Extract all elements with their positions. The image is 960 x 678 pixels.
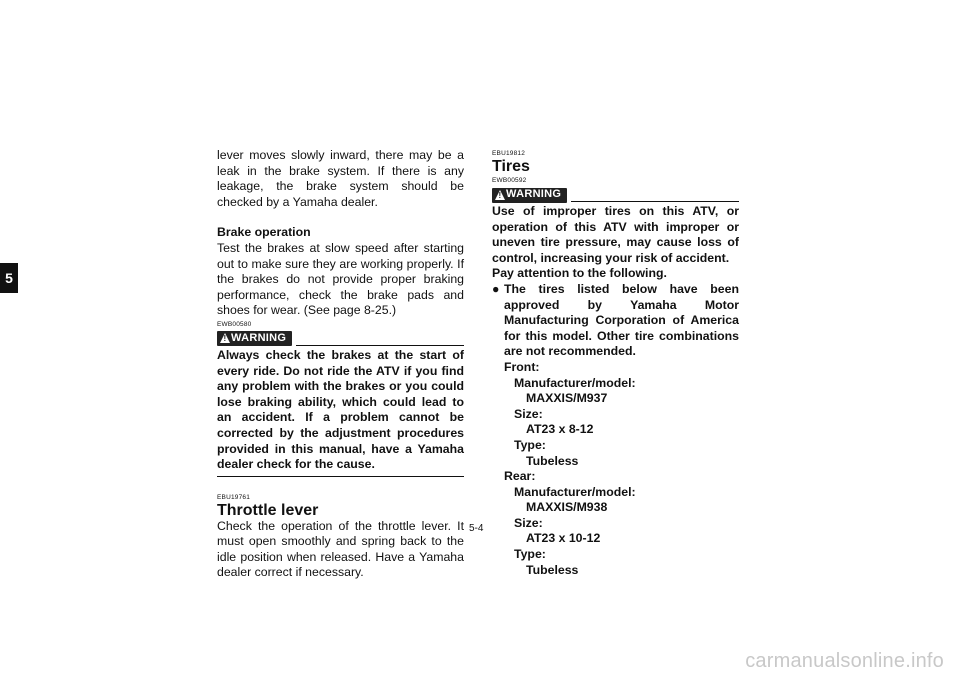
front-type-label: Type: [514, 437, 546, 452]
warning-header [492, 186, 739, 204]
warning-code: EWB00580 [217, 320, 252, 328]
watermark[interactable]: carmanualsonline.info [745, 650, 944, 672]
front-size-value: AT23 x 8-12 [526, 422, 594, 437]
right-column [492, 148, 739, 578]
warning-label: WARNING [231, 332, 287, 345]
front-type-value: Tubeless [526, 453, 579, 468]
rear-manufacturer-label: Manufacturer/model: [514, 484, 636, 499]
exclamation-icon: ! [223, 334, 227, 344]
rear-label: Rear: [504, 469, 536, 484]
warning-badge [492, 188, 567, 203]
front-manufacturer-label: Manufacturer/model: [514, 375, 636, 390]
warning-divider [571, 201, 739, 202]
front-label: Front: [504, 359, 540, 374]
bullet-icon: ● [492, 281, 500, 296]
rear-manufacturer-value: MAXXIS/M938 [526, 500, 608, 515]
chapter-tab: 5 [0, 263, 18, 293]
warning-label: WARNING [506, 188, 562, 201]
throttle-lever-heading: Throttle lever [217, 501, 319, 519]
rear-size-value: AT23 x 10-12 [526, 531, 601, 546]
tires-heading: Tires [492, 158, 530, 175]
throttle-code: EBU19761 [217, 493, 251, 501]
warning-code: EWB00592 [492, 177, 527, 184]
attention-text: Pay attention to the following. [492, 266, 667, 281]
brake-operation-title: Brake operation [217, 225, 311, 240]
tires-code: EBU19812 [492, 150, 526, 157]
exclamation-icon: ! [498, 190, 502, 200]
warning-header [217, 330, 464, 348]
tire-warning-text: Use of improper tires on this ATV, or operation of this ATV with improper or uneven tire pressure, may cause loss of control, increasing your risk of accident. [492, 204, 739, 265]
warning-divider [296, 345, 464, 346]
bullet-text: The tires listed below have been approved by Yamaha Motor Manufacturing Corporation of America for this model. Other tire combinations are not recommended. [504, 281, 739, 359]
warning-text: Always check the brakes at the start of every ride. Do not ride the ATV if you find any problem with the brakes or you could lose braking ability, which could lead to an accident. If a problem cannot be corrected by the adjustment procedures provided in this manual, have a Yamaha dealer check for the cause. [217, 347, 464, 472]
page-number: 5-4 [469, 523, 484, 534]
rear-type-value: Tubeless [526, 562, 579, 577]
approved-tires-bullet [492, 282, 739, 360]
front-size-label: Size: [514, 406, 543, 421]
front-manufacturer-value: MAXXIS/M937 [526, 391, 608, 406]
warning-badge [217, 331, 292, 346]
rear-size-label: Size: [514, 515, 543, 530]
brake-operation-text: Test the brakes at slow speed after starting out to make sure they are working properly. If the brakes do not provide proper braking performance, check the brake pads and shoes for wear. (See page 8-25.) [217, 240, 464, 318]
left-column [217, 148, 464, 581]
rear-type-label: Type: [514, 547, 546, 562]
throttle-lever-text: Check the operation of the throttle lever. It must open smoothly and spring back to the idle position when released. Have a Yamaha dealer correct if necessary. [217, 518, 464, 580]
intro-paragraph: lever moves slowly inward, there may be a leak in the brake system. If there is any leakage, the brake system should be checked by a Yamaha dealer. [217, 148, 464, 209]
